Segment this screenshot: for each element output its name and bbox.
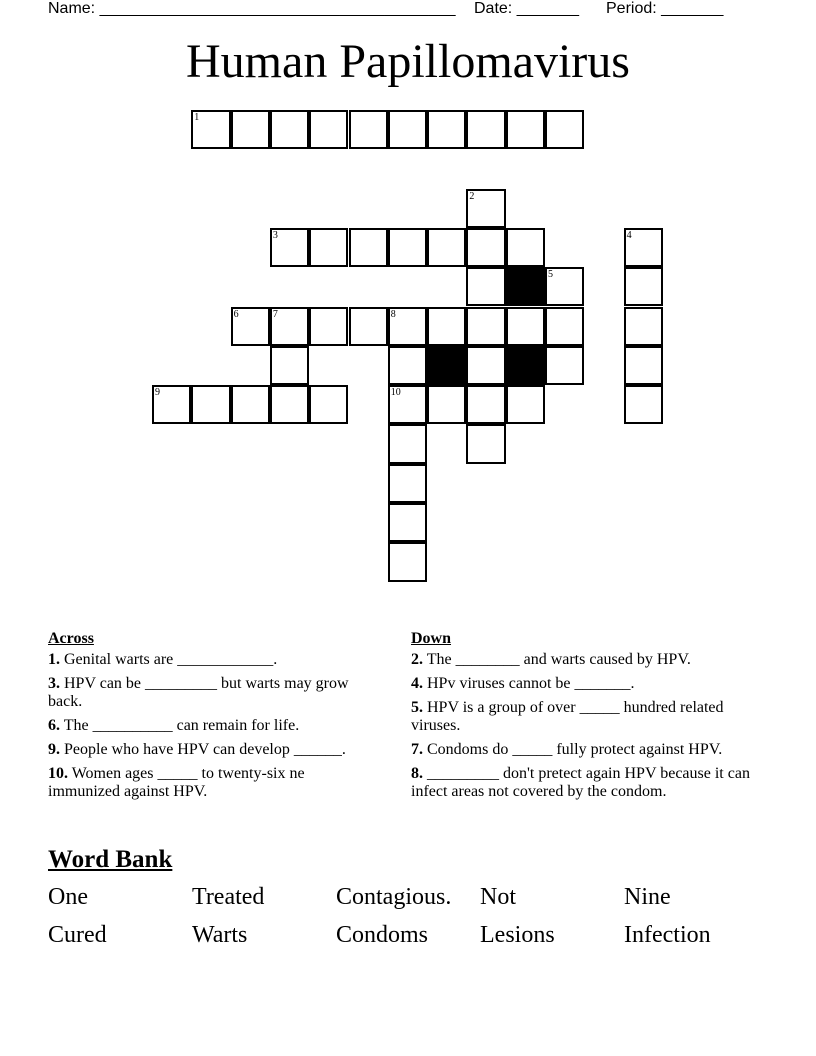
down-clue [411, 651, 761, 669]
clue-number: 8 [390, 308, 396, 320]
clue-text: HPV can be _________ but warts may grow back. [48, 675, 349, 710]
grid-cell[interactable] [545, 110, 584, 149]
clue-number: 2 [469, 190, 475, 202]
across-clue [48, 741, 368, 759]
grid-cell[interactable] [388, 110, 427, 149]
clue-text: Condoms do _____ fully protect against HPV. [423, 741, 723, 758]
grid-cell[interactable] [466, 110, 505, 149]
blocked-cell [506, 346, 545, 385]
clue-text: HPV is a group of over _____ hundred related viruses. [411, 699, 724, 734]
clue-num: 7. [411, 741, 423, 758]
down-clue [411, 741, 761, 759]
grid-cell[interactable] [624, 267, 663, 306]
grid-cell[interactable] [466, 307, 505, 346]
grid-cell[interactable] [309, 228, 348, 267]
grid-cell[interactable] [388, 346, 427, 385]
clue-num: 9. [48, 741, 60, 758]
grid-cell[interactable] [388, 385, 427, 424]
grid-cell[interactable] [270, 385, 309, 424]
grid-cell[interactable] [309, 385, 348, 424]
grid-cell[interactable] [270, 346, 309, 385]
word-bank-item: Treated [192, 884, 265, 910]
clue-text: The __________ can remain for life. [60, 717, 300, 734]
clue-num: 10. [48, 765, 68, 782]
grid-cell[interactable] [349, 110, 388, 149]
grid-cell[interactable] [270, 110, 309, 149]
date-field[interactable]: Date: _______ [474, 0, 579, 17]
clue-number: 4 [626, 229, 632, 241]
down-heading: Down [411, 630, 452, 647]
grid-cell[interactable] [427, 228, 466, 267]
grid-cell[interactable] [466, 189, 505, 228]
clue-number: 9 [155, 387, 160, 399]
word-bank-item: Cured [48, 922, 107, 948]
across-clue [48, 651, 368, 669]
period-field[interactable]: Period: _______ [606, 0, 724, 17]
clue-text: _________ don't pretect again HPV because it can infect areas not covered by the condom. [411, 765, 750, 800]
grid-cell[interactable] [466, 424, 505, 463]
grid-cell[interactable] [270, 307, 309, 346]
clue-text: People who have HPV can develop ______. [60, 741, 346, 758]
grid-cell[interactable] [231, 385, 270, 424]
across-clues [48, 630, 368, 807]
grid-cell[interactable] [388, 542, 427, 581]
grid-cell[interactable] [427, 307, 466, 346]
blocked-cell [506, 267, 545, 306]
grid-cell[interactable] [349, 307, 388, 346]
grid-cell[interactable] [231, 110, 270, 149]
grid-cell[interactable] [231, 307, 270, 346]
word-bank-item: Nine [624, 884, 671, 910]
page-title: Human Papillomavirus [186, 35, 630, 88]
word-bank-item: One [48, 884, 88, 910]
grid-cell[interactable] [388, 464, 427, 503]
down-clue [411, 699, 761, 735]
grid-cell[interactable] [309, 110, 348, 149]
word-bank-title: Word Bank [48, 846, 173, 873]
grid-cell[interactable] [506, 307, 545, 346]
clue-number: 3 [272, 229, 278, 241]
clue-text: The ________ and warts caused by HPV. [423, 651, 691, 668]
grid-cell[interactable] [309, 307, 348, 346]
clue-number: 7 [272, 308, 278, 320]
clue-num: 3. [48, 675, 60, 692]
down-clue [411, 675, 761, 693]
clue-num: 8. [411, 765, 423, 782]
name-field[interactable]: Name: ________________________________________ [48, 0, 456, 17]
clue-num: 1. [48, 651, 60, 668]
grid-cell[interactable] [466, 346, 505, 385]
grid-cell[interactable] [506, 110, 545, 149]
grid-cell[interactable] [466, 228, 505, 267]
clue-number: 10 [390, 387, 401, 399]
clue-num: 6. [48, 717, 60, 734]
grid-cell[interactable] [466, 267, 505, 306]
grid-cell[interactable] [545, 267, 584, 306]
down-clues [411, 630, 761, 807]
grid-cell[interactable] [466, 385, 505, 424]
clue-text: Women ages _____ to twenty-six ne immunized against HPV. [48, 765, 305, 800]
clue-text: HPv viruses cannot be _______. [423, 675, 635, 692]
grid-cell[interactable] [388, 424, 427, 463]
across-clue [48, 765, 368, 801]
across-clue [48, 717, 368, 735]
across-heading: Across [48, 630, 94, 647]
grid-cell[interactable] [191, 110, 230, 149]
clue-num: 2. [411, 651, 423, 668]
grid-cell[interactable] [427, 385, 466, 424]
grid-cell[interactable] [545, 307, 584, 346]
word-bank-item: Lesions [480, 922, 555, 948]
word-bank-item: Infection [624, 922, 711, 948]
grid-cell[interactable] [427, 110, 466, 149]
clue-number: 6 [233, 308, 239, 320]
grid-cell[interactable] [388, 307, 427, 346]
clue-number: 5 [548, 269, 553, 281]
word-bank-item: Warts [192, 922, 248, 948]
grid-cell[interactable] [624, 228, 663, 267]
grid-cell[interactable] [388, 503, 427, 542]
grid-cell[interactable] [191, 385, 230, 424]
grid-cell[interactable] [506, 385, 545, 424]
grid-cell[interactable] [270, 228, 309, 267]
grid-cell[interactable] [388, 228, 427, 267]
down-clue [411, 765, 761, 801]
clue-text: Genital warts are ____________. [60, 651, 278, 668]
grid-cell[interactable] [506, 228, 545, 267]
clue-num: 5. [411, 699, 423, 716]
grid-cell[interactable] [152, 385, 191, 424]
word-bank-item: Not [480, 884, 516, 910]
word-bank-item: Condoms [336, 922, 429, 948]
grid-cell[interactable] [545, 346, 584, 385]
grid-cell[interactable] [624, 307, 663, 346]
across-clue [48, 675, 368, 711]
grid-cell[interactable] [349, 228, 388, 267]
word-bank-item: Contagious. [336, 884, 452, 910]
clue-num: 4. [411, 675, 423, 692]
grid-cell[interactable] [624, 385, 663, 424]
blocked-cell [427, 346, 466, 385]
grid-cell[interactable] [624, 346, 663, 385]
clue-number: 1 [194, 112, 200, 123]
